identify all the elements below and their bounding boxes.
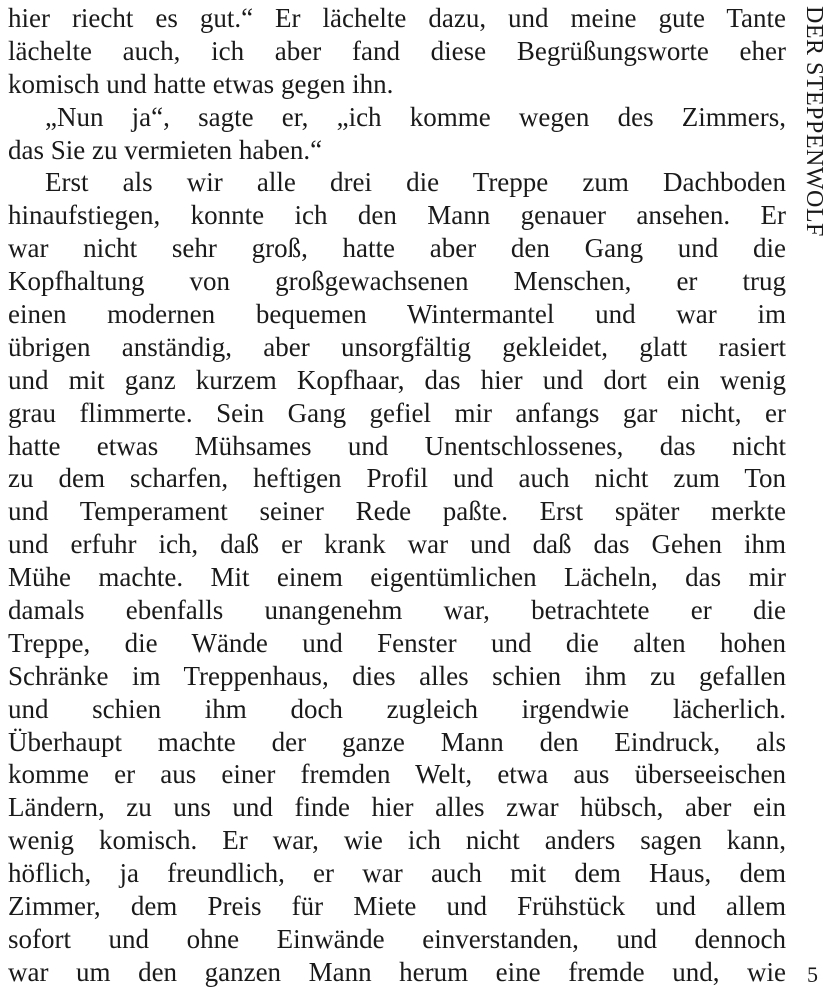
text-line: hatte etwas Mühsames und Unentschlossenes, das nicht — [8, 430, 786, 461]
running-head: DER STEPPENWOLF — [801, 6, 827, 237]
text-line: hinaufstiegen, konnte ich den Mann genauer ansehen. Er — [8, 200, 786, 231]
text-line: war um den ganzen Mann herum eine fremde und, wie — [8, 956, 786, 987]
text-line: übrigen anständig, aber unsorgfältig gekleidet, glatt rasiert — [8, 331, 786, 362]
text-line: zu dem scharfen, heftigen Profil und auch nicht zum Ton — [8, 463, 786, 494]
text-line: das Sie zu vermieten haben.“ — [8, 134, 323, 165]
text-line: Erst als wir alle drei die Treppe zum Dachboden — [45, 167, 786, 198]
text-line: Kopfhaltung von großgewachsenen Menschen, er trug — [8, 266, 786, 297]
text-line: Schränke im Treppenhaus, dies alles schien ihm zu gefallen — [8, 660, 786, 691]
text-line: und Temperament seiner Rede paßte. Erst später merkte — [8, 496, 786, 527]
text-line: war nicht sehr groß, hatte aber den Gang und die — [8, 233, 786, 264]
text-line: Zimmer, dem Preis für Miete und Frühstück und allem — [8, 891, 786, 922]
text-line: Treppe, die Wände und Fenster und die alten hohen — [8, 627, 786, 658]
text-line: damals ebenfalls unangenehm war, betrachtete er die — [8, 595, 786, 626]
text-line: hier riecht es gut.“ Er lächelte dazu, und meine gute Tante — [8, 3, 786, 33]
text-line: und erfuhr ich, daß er krank war und daß das Gehen ihm — [8, 529, 786, 560]
text-line: komisch und hatte etwas gegen ihn. — [8, 68, 394, 99]
text-line: komme er aus einer fremden Welt, etwa aus überseeischen — [8, 759, 786, 790]
page-number: 5 — [807, 962, 818, 987]
body-text — [8, 2, 786, 989]
text-line: Ländern, zu uns und finde hier alles zwar hübsch, aber ein — [8, 792, 786, 823]
text-line: grau flimmerte. Sein Gang gefiel mir anfangs gar nicht, er — [8, 397, 786, 428]
text-line: und schien ihm doch zugleich irgendwie lächerlich. — [8, 693, 786, 724]
text-line: Mühe machte. Mit einem eigentümlichen Lächeln, das mir — [8, 562, 786, 593]
text-line: lächelte auch, ich aber fand diese Begrüßungsworte eher — [8, 35, 786, 66]
text-line: und mit ganz kurzem Kopfhaar, das hier und dort ein wenig — [8, 364, 786, 395]
text-line: sofort und ohne Einwände einverstanden, und dennoch — [8, 923, 786, 954]
text-line: Überhaupt machte der ganze Mann den Eindruck, als — [8, 726, 786, 757]
text-line: einen modernen bequemen Wintermantel und war im — [8, 299, 786, 330]
text-line: „Nun ja“, sagte er, „ich komme wegen des Zimmers, — [45, 101, 786, 132]
text-line: höflich, ja freundlich, er war auch mit dem Haus, dem — [8, 858, 786, 889]
text-line: wenig komisch. Er war, wie ich nicht anders sagen kann, — [8, 825, 786, 856]
